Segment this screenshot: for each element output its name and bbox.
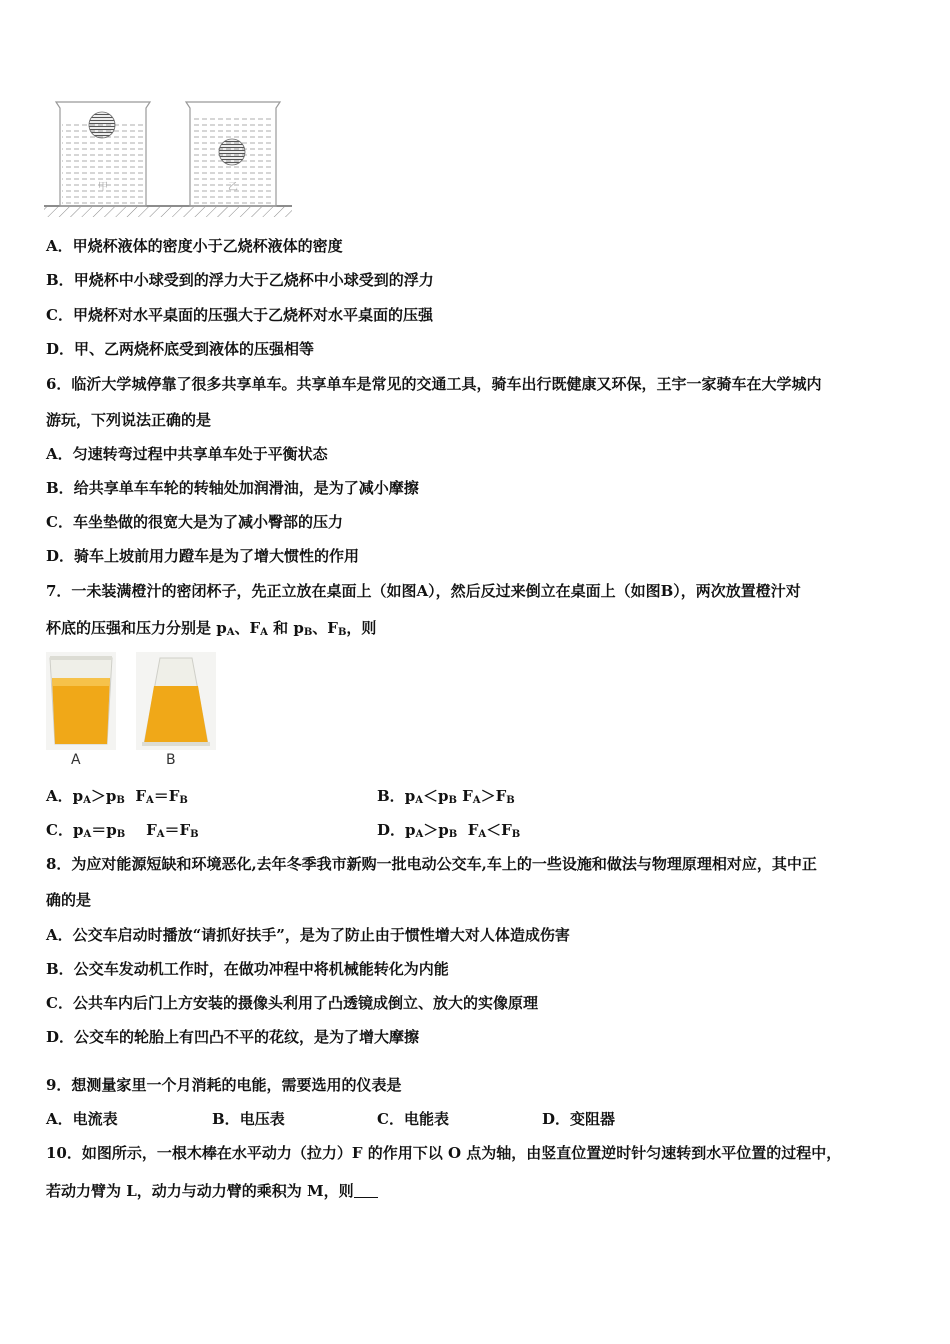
q9-option-a: A．电流表 (46, 1110, 118, 1128)
beakers-figure (42, 98, 294, 220)
q7-option-c: C．$p_A=p_B$ $F_A=F_B$ (46, 821, 199, 840)
q5-option-c: C．甲烧杯对水平桌面的压强大于乙烧杯对水平桌面的压强 (46, 306, 433, 324)
q7-option-d: D．$p_A>p_B$ $F_A<F_B$ (377, 821, 521, 840)
q8-option-a: A．公交车启动时播放“请抓好扶手”，是为了防止由于惯性增大对人体造成伤害 (46, 926, 570, 944)
beaker-left-label: 甲 (98, 182, 108, 193)
q9-option-d: D．变阻器 (542, 1110, 616, 1128)
q7-stem-line2: 杯底的压强和压力分别是 $p_A$、$F_A$ 和 $p_B$、$F_B$，则 (46, 619, 377, 638)
cup-b-photo (136, 652, 216, 750)
q8-stem-line2: 确的是 (46, 891, 92, 909)
q5-option-d: D．甲、乙两烧杯底受到液体的压强相等 (46, 340, 315, 358)
beaker-right-label: 乙 (228, 182, 238, 193)
q8-stem-line1: 8．为应对能源短缺和环境恶化,去年冬季我市新购一批电动公交车,车上的一些设施和做法与物理原理相对应，其中正 (46, 855, 817, 873)
q8-option-c: C．公共车内后门上方安装的摄像头利用了凸透镜成倒立、放大的实像原理 (46, 994, 538, 1012)
q9-stem: 9．想测量家里一个月消耗的电能，需要选用的仪表是 (46, 1076, 402, 1094)
q6-option-a: A．匀速转弯过程中共享单车处于平衡状态 (46, 445, 328, 463)
q7-option-a: A．$p_A>p_B$ $F_A=F_B$ (46, 787, 188, 806)
q5-option-a: A．甲烧杯液体的密度小于乙烧杯液体的密度 (46, 237, 343, 255)
q10-stem-line2: 若动力臂为 L，动力与动力臂的乘积为 M，则 (46, 1181, 378, 1201)
q6-option-c: C．车坐垫做的很宽大是为了减小臀部的压力 (46, 513, 343, 531)
q6-stem-line2: 游玩，下列说法正确的是 (46, 411, 212, 429)
q6-stem-line1: 6．临沂大学城停靠了很多共享单车。共享单车是常见的交通工具，骑车出行既健康又环保，王宇一家骑车在大学城内 (46, 375, 822, 393)
q8-option-b: B．公交车发动机工作时，在做功冲程中将机械能转化为内能 (46, 960, 449, 978)
q9-option-b: B．电压表 (212, 1110, 285, 1128)
q9-option-c: C．电能表 (377, 1110, 449, 1128)
cup-a-photo (46, 652, 116, 750)
q5-option-b: B．甲烧杯中小球受到的浮力大于乙烧杯中小球受到的浮力 (46, 271, 434, 289)
answer-blank[interactable] (354, 1183, 378, 1198)
q7-option-b: B．$p_A<p_B$ $F_A>F_B$ (377, 787, 515, 806)
q7-stem-line1: 7．一未装满橙汁的密闭杯子，先正立放在桌面上（如图A），然后反过来倒立在桌面上（如图B），两次放置橙汁对 (46, 582, 801, 600)
q10-stem-line1: 10．如图所示，一根木棒在水平动力（拉力）F 的作用下以 O 点为轴，由竖直位置逆时针匀速转到水平位置的过程中， (46, 1144, 842, 1162)
q8-option-d: D．公交车的轮胎上有凹凸不平的花纹，是为了增大摩擦 (46, 1028, 420, 1046)
cup-b-label: B (166, 752, 176, 768)
q6-option-b: B．给共享单车车轮的转轴处加润滑油，是为了减小摩擦 (46, 479, 419, 497)
q6-option-d: D．骑车上坡前用力蹬车是为了增大惯性的作用 (46, 547, 360, 565)
cup-a-label: A (71, 752, 81, 768)
